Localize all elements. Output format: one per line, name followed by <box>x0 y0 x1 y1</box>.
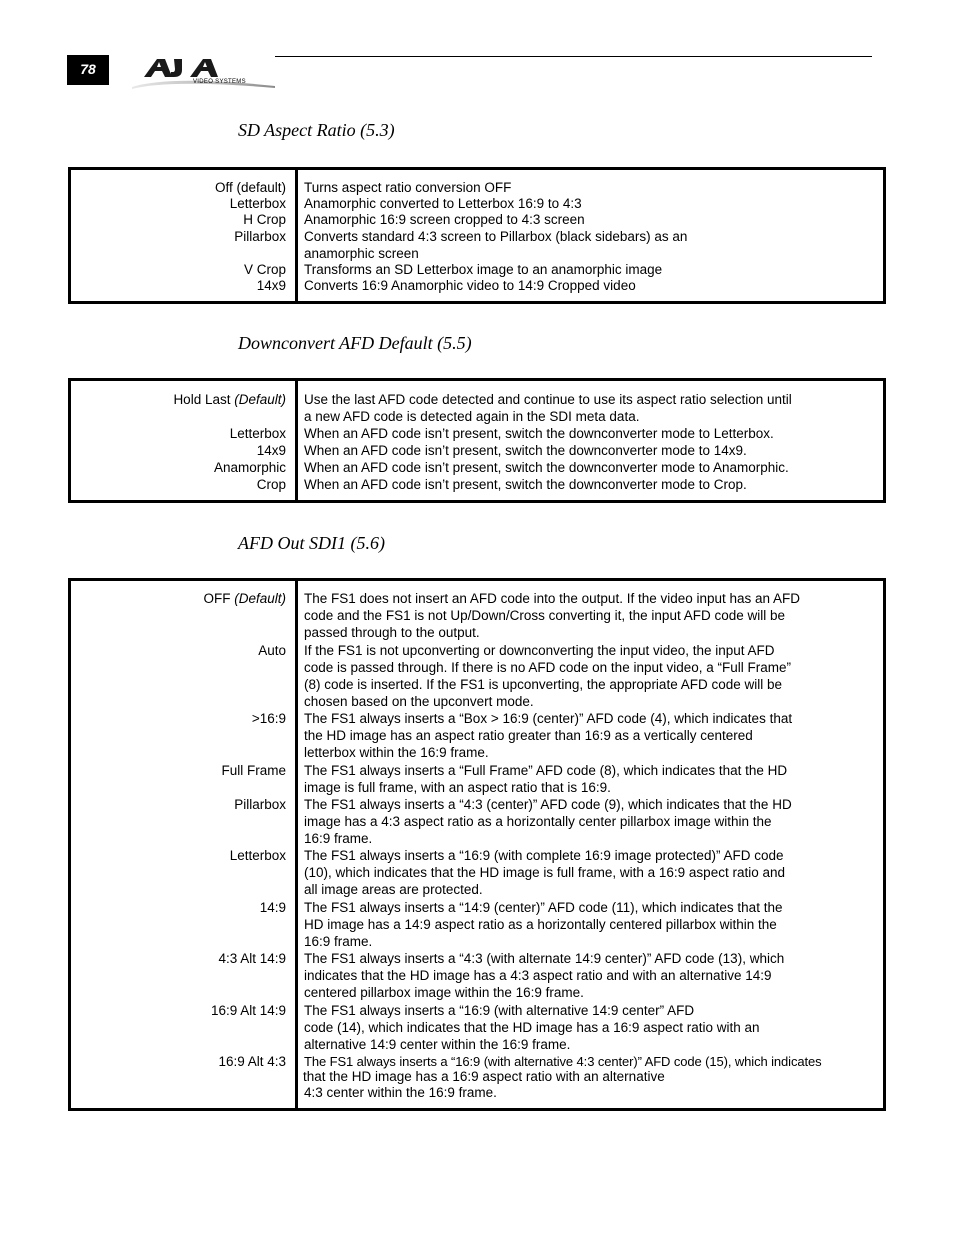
row-label: 14x9 <box>256 443 286 458</box>
table-divider <box>295 381 298 500</box>
row-description: When an AFD code isn’t present, switch the downconverter mode to Anamorphic. <box>304 460 789 475</box>
row-label: Anamorphic <box>213 460 286 475</box>
row-label: Auto <box>258 643 286 658</box>
row-label: Full Frame <box>221 763 286 778</box>
page-number-box <box>67 55 109 85</box>
row-description: The FS1 always inserts a “16:9 (with complete 16:9 image protected)” AFD code (10), which indicates that the HD image is full frame, with a 16:9 aspect ratio and all image areas are protected. <box>304 848 785 897</box>
row-label: Off (default) <box>214 180 286 195</box>
logo-subtitle: VIDEO SYSTEMS <box>193 79 246 85</box>
row-label: Pillarbox <box>234 797 286 812</box>
row-label: Letterbox <box>229 426 286 441</box>
row-label: Letterbox <box>229 848 286 863</box>
row-description: Use the last AFD code detected and continue to use its aspect ratio selection until a new AFD code is detected again in the SDI meta data. <box>304 392 792 424</box>
row-label: Letterbox <box>229 196 286 211</box>
row-description: If the FS1 is not upconverting or downconverting the input video, the input AFD code is passed through. If there is no AFD code on the input video, a “Full Frame” (8) code is inserted. If the FS1 is upconverting, the appropriate AFD code will be chosen based on the upconvert mode. <box>304 643 792 709</box>
row-description: When an AFD code isn’t present, switch the downconverter mode to Letterbox. <box>304 426 774 441</box>
row-label: H Crop <box>243 212 286 227</box>
row-description: Anamorphic 16:9 screen cropped to 4:3 screen <box>304 212 585 227</box>
row-description: When an AFD code isn’t present, switch the downconverter mode to Crop. <box>304 477 747 492</box>
row-description: When an AFD code isn’t present, switch the downconverter mode to 14x9. <box>304 443 747 458</box>
row-description: The FS1 always inserts a “4:3 (with alternate 14:9 center)” AFD code (13), which indicates that the HD image has a 4:3 aspect ratio and with an alternative 14:9 centered pillarbox image within the 16:9 frame. <box>304 951 785 1000</box>
row-description: The FS1 always inserts a “4:3 (center)” AFD code (9), which indicates that the HD image has a 4:3 aspect ratio as a horizontally center pillarbox image within the 16:9 frame. <box>304 797 792 846</box>
section-title-afd-out-sdi1: AFD Out SDI1 (5.6) <box>238 533 385 553</box>
row-description: Converts standard 4:3 screen to Pillarbox (black sidebars) as an anamorphic screen <box>304 229 688 261</box>
row-label: >16:9 <box>251 711 286 726</box>
row-label: Hold Last (Default) <box>173 392 286 407</box>
row-label: 16:9 Alt 4:3 <box>218 1054 286 1069</box>
row-label: Crop <box>256 477 286 492</box>
table-sd-aspect-ratio <box>68 167 886 304</box>
row-description: Converts 16:9 Anamorphic video to 14:9 Cropped video <box>304 278 636 293</box>
row-description: Anamorphic converted to Letterbox 16:9 to 4:3 <box>304 196 582 211</box>
row-description: The FS1 always inserts a “16:9 (with alternative 4:3 center)” AFD code (15), which indicates that the HD image has a 16:9 aspect ratio with an alternative 4:3 center within the 16:9 frame. <box>303 1054 822 1100</box>
row-label: 16:9 Alt 14:9 <box>210 1003 286 1018</box>
row-label: OFF (Default) <box>203 591 286 606</box>
page-number: 78 <box>80 61 96 77</box>
aja-logo <box>130 55 275 90</box>
row-description: The FS1 always inserts a “14:9 (center)” AFD code (11), which indicates that the HD image has a 14:9 aspect ratio as a horizontally centered pillarbox within the 16:9 frame. <box>304 900 783 949</box>
row-label: 14:9 <box>259 900 286 915</box>
row-description: The FS1 does not insert an AFD code into the output. If the video input has an AFD code and the FS1 is not Up/Down/Cross converting it, the input AFD code will be passed through to the output. <box>304 591 801 640</box>
table-divider <box>295 170 298 301</box>
header-rule <box>275 56 872 57</box>
table-divider <box>295 581 298 1108</box>
table-downconvert-afd <box>68 378 886 503</box>
row-description: The FS1 always inserts a “16:9 (with alternative 14:9 center” AFD code (14), which indicates that the HD image has a 16:9 aspect ratio with an alternative 14:9 center within the 16:9 frame. <box>304 1003 760 1052</box>
row-description: Transforms an SD Letterbox image to an anamorphic image <box>304 262 663 277</box>
table-afd-out-sdi1 <box>68 578 886 1111</box>
row-label: 4:3 Alt 14:9 <box>218 951 286 966</box>
row-label: Pillarbox <box>234 229 286 244</box>
row-label: 14x9 <box>256 278 286 293</box>
section-title-sd-aspect-ratio: SD Aspect Ratio (5.3) <box>238 120 395 140</box>
row-label: V Crop <box>243 262 286 277</box>
row-description: The FS1 always inserts a “Box > 16:9 (center)” AFD code (4), which indicates that the HD image has an aspect ratio greater than 16:9 as a vertically centered letterbox within the 16:9 frame. <box>304 711 793 760</box>
section-title-downconvert-afd: Downconvert AFD Default (5.5) <box>238 333 472 353</box>
row-description: Turns aspect ratio conversion OFF <box>304 180 512 195</box>
row-description: The FS1 always inserts a “Full Frame” AFD code (8), which indicates that the HD image is full frame, with an aspect ratio that is 16:9. <box>304 763 788 795</box>
